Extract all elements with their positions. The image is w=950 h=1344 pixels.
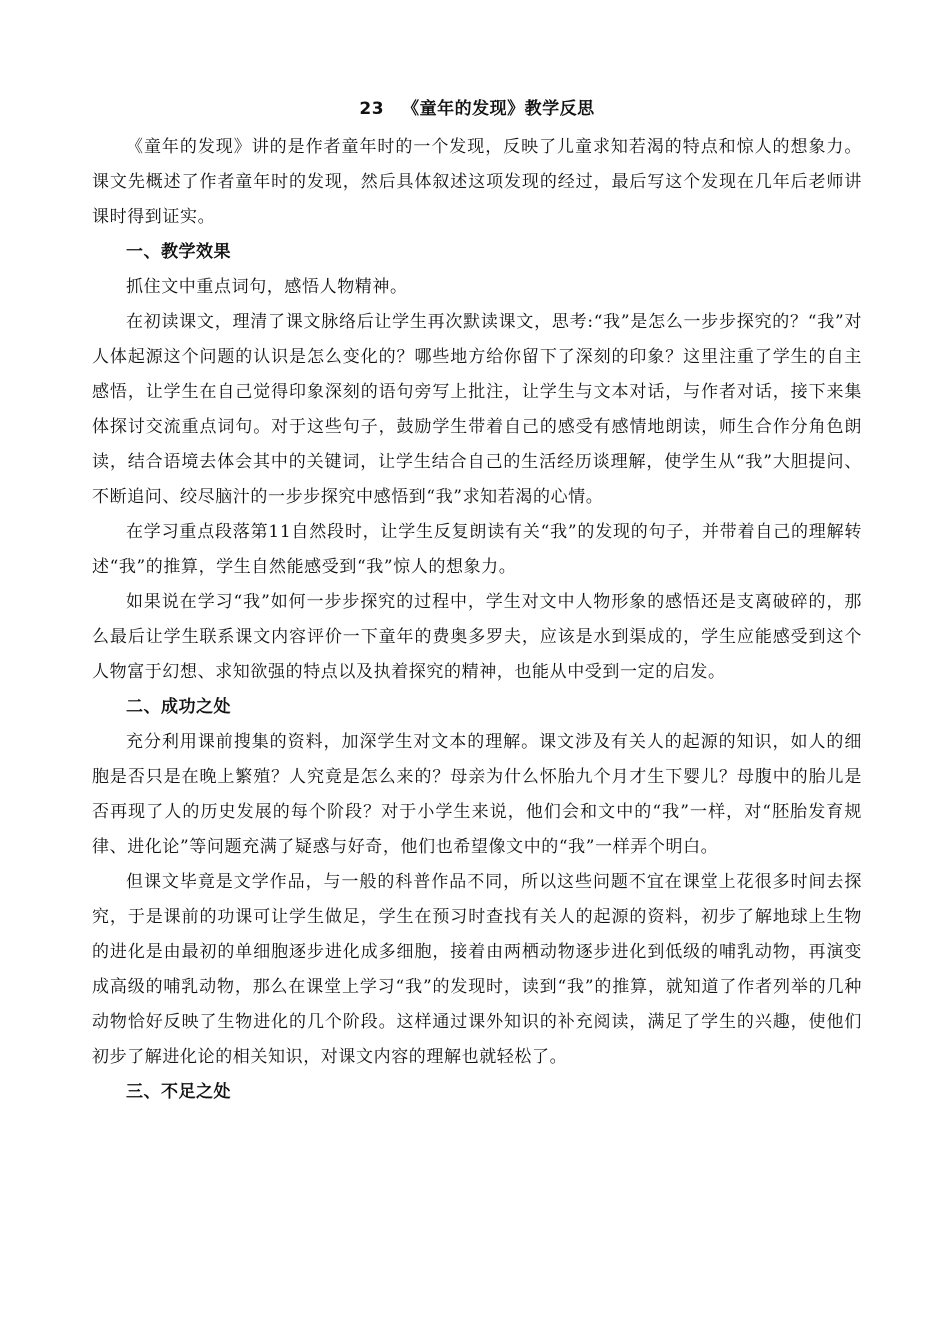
title-number: 23: [359, 99, 385, 119]
body-paragraph: 在学习重点段落第11自然段时，让学生反复朗读有关“我”的发现的句子，并带着自己的理解转述“我”的推算，学生自然能感受到“我”惊人的想象力。: [92, 522, 862, 577]
body-paragraph: 如果说在学习“我”如何一步步探究的过程中，学生对文中人物形象的感悟还是支离破碎的，那么最后让学生联系课文内容评价一下童年的费奥多罗夫，应该是水到渠成的，学生应能感受到这个人物富于幻想、求知欲强的特点以及执着探究的精神，也能从中受到一定的启发。: [92, 592, 862, 682]
body-paragraph: 但课文毕竟是文学作品，与一般的科普作品不同，所以这些问题不宜在课堂上花很多时间去探究，于是课前的功课可让学生做足，学生在预习时查找有关人的起源的资料，初步了解地球上生物的进化是由最初的单细胞逐步进化成多细胞，接着由两栖动物逐步进化到低级的哺乳动物，再演变成高级的哺乳动物，那么在课堂上学习“我”的发现时，读到“我”的推算，就知道了作者列举的几种动物恰好反映了生物进化的几个阶段。这样通过课外知识的补充阅读，满足了学生的兴趣，使他们初步了解进化论的相关知识，对课文内容的理解也就轻松了。: [92, 872, 862, 1067]
section-heading-shortcomings: 三、不足之处: [126, 1082, 231, 1102]
body-paragraph: 抓住文中重点词句，感悟人物精神。: [126, 277, 408, 297]
section-heading-successes: 二、成功之处: [126, 697, 231, 717]
document-title: [92, 96, 862, 122]
section-heading-teaching-effect: 一、教学效果: [126, 242, 231, 262]
intro-paragraph: 《童年的发现》讲的是作者童年时的一个发现，反映了儿童求知若渴的特点和惊人的想象力。课文先概述了作者童年时的发现，然后具体叙述这项发现的经过，最后写这个发现在几年后老师讲课时得到证实。: [92, 137, 862, 227]
title-text: 《童年的发现》教学反思: [402, 99, 595, 119]
body-paragraph: 在初读课文，理清了课文脉络后让学生再次默读课文，思考:“我”是怎么一步步探究的？“我”对人体起源这个问题的认识是怎么变化的？哪些地方给你留下了深刻的印象？这里注重了学生的自主感悟，让学生在自己觉得印象深刻的语句旁写上批注，让学生与文本对话，与作者对话，接下来集体探讨交流重点词句。对于这些句子，鼓励学生带着自己的感受有感情地朗读，师生合作分角色朗读，结合语境去体会其中的关键词，让学生结合自己的生活经历谈理解，使学生从“我”大胆提问、不断追问、绞尽脑汁的一步步探究中感悟到“我”求知若渴的心情。: [92, 312, 862, 507]
document-page: [92, 96, 862, 1110]
body-paragraph: 充分利用课前搜集的资料，加深学生对文本的理解。课文涉及有关人的起源的知识，如人的细胞是否只是在晚上繁殖？人究竟是怎么来的？母亲为什么怀胎九个月才生下婴儿？母腹中的胎儿是否再现了人的历史发展的每个阶段？对于小学生来说，他们会和文中的“我”一样，对“胚胎发育规律、进化论”等问题充满了疑惑与好奇，他们也希望像文中的“我”一样弄个明白。: [92, 732, 862, 857]
